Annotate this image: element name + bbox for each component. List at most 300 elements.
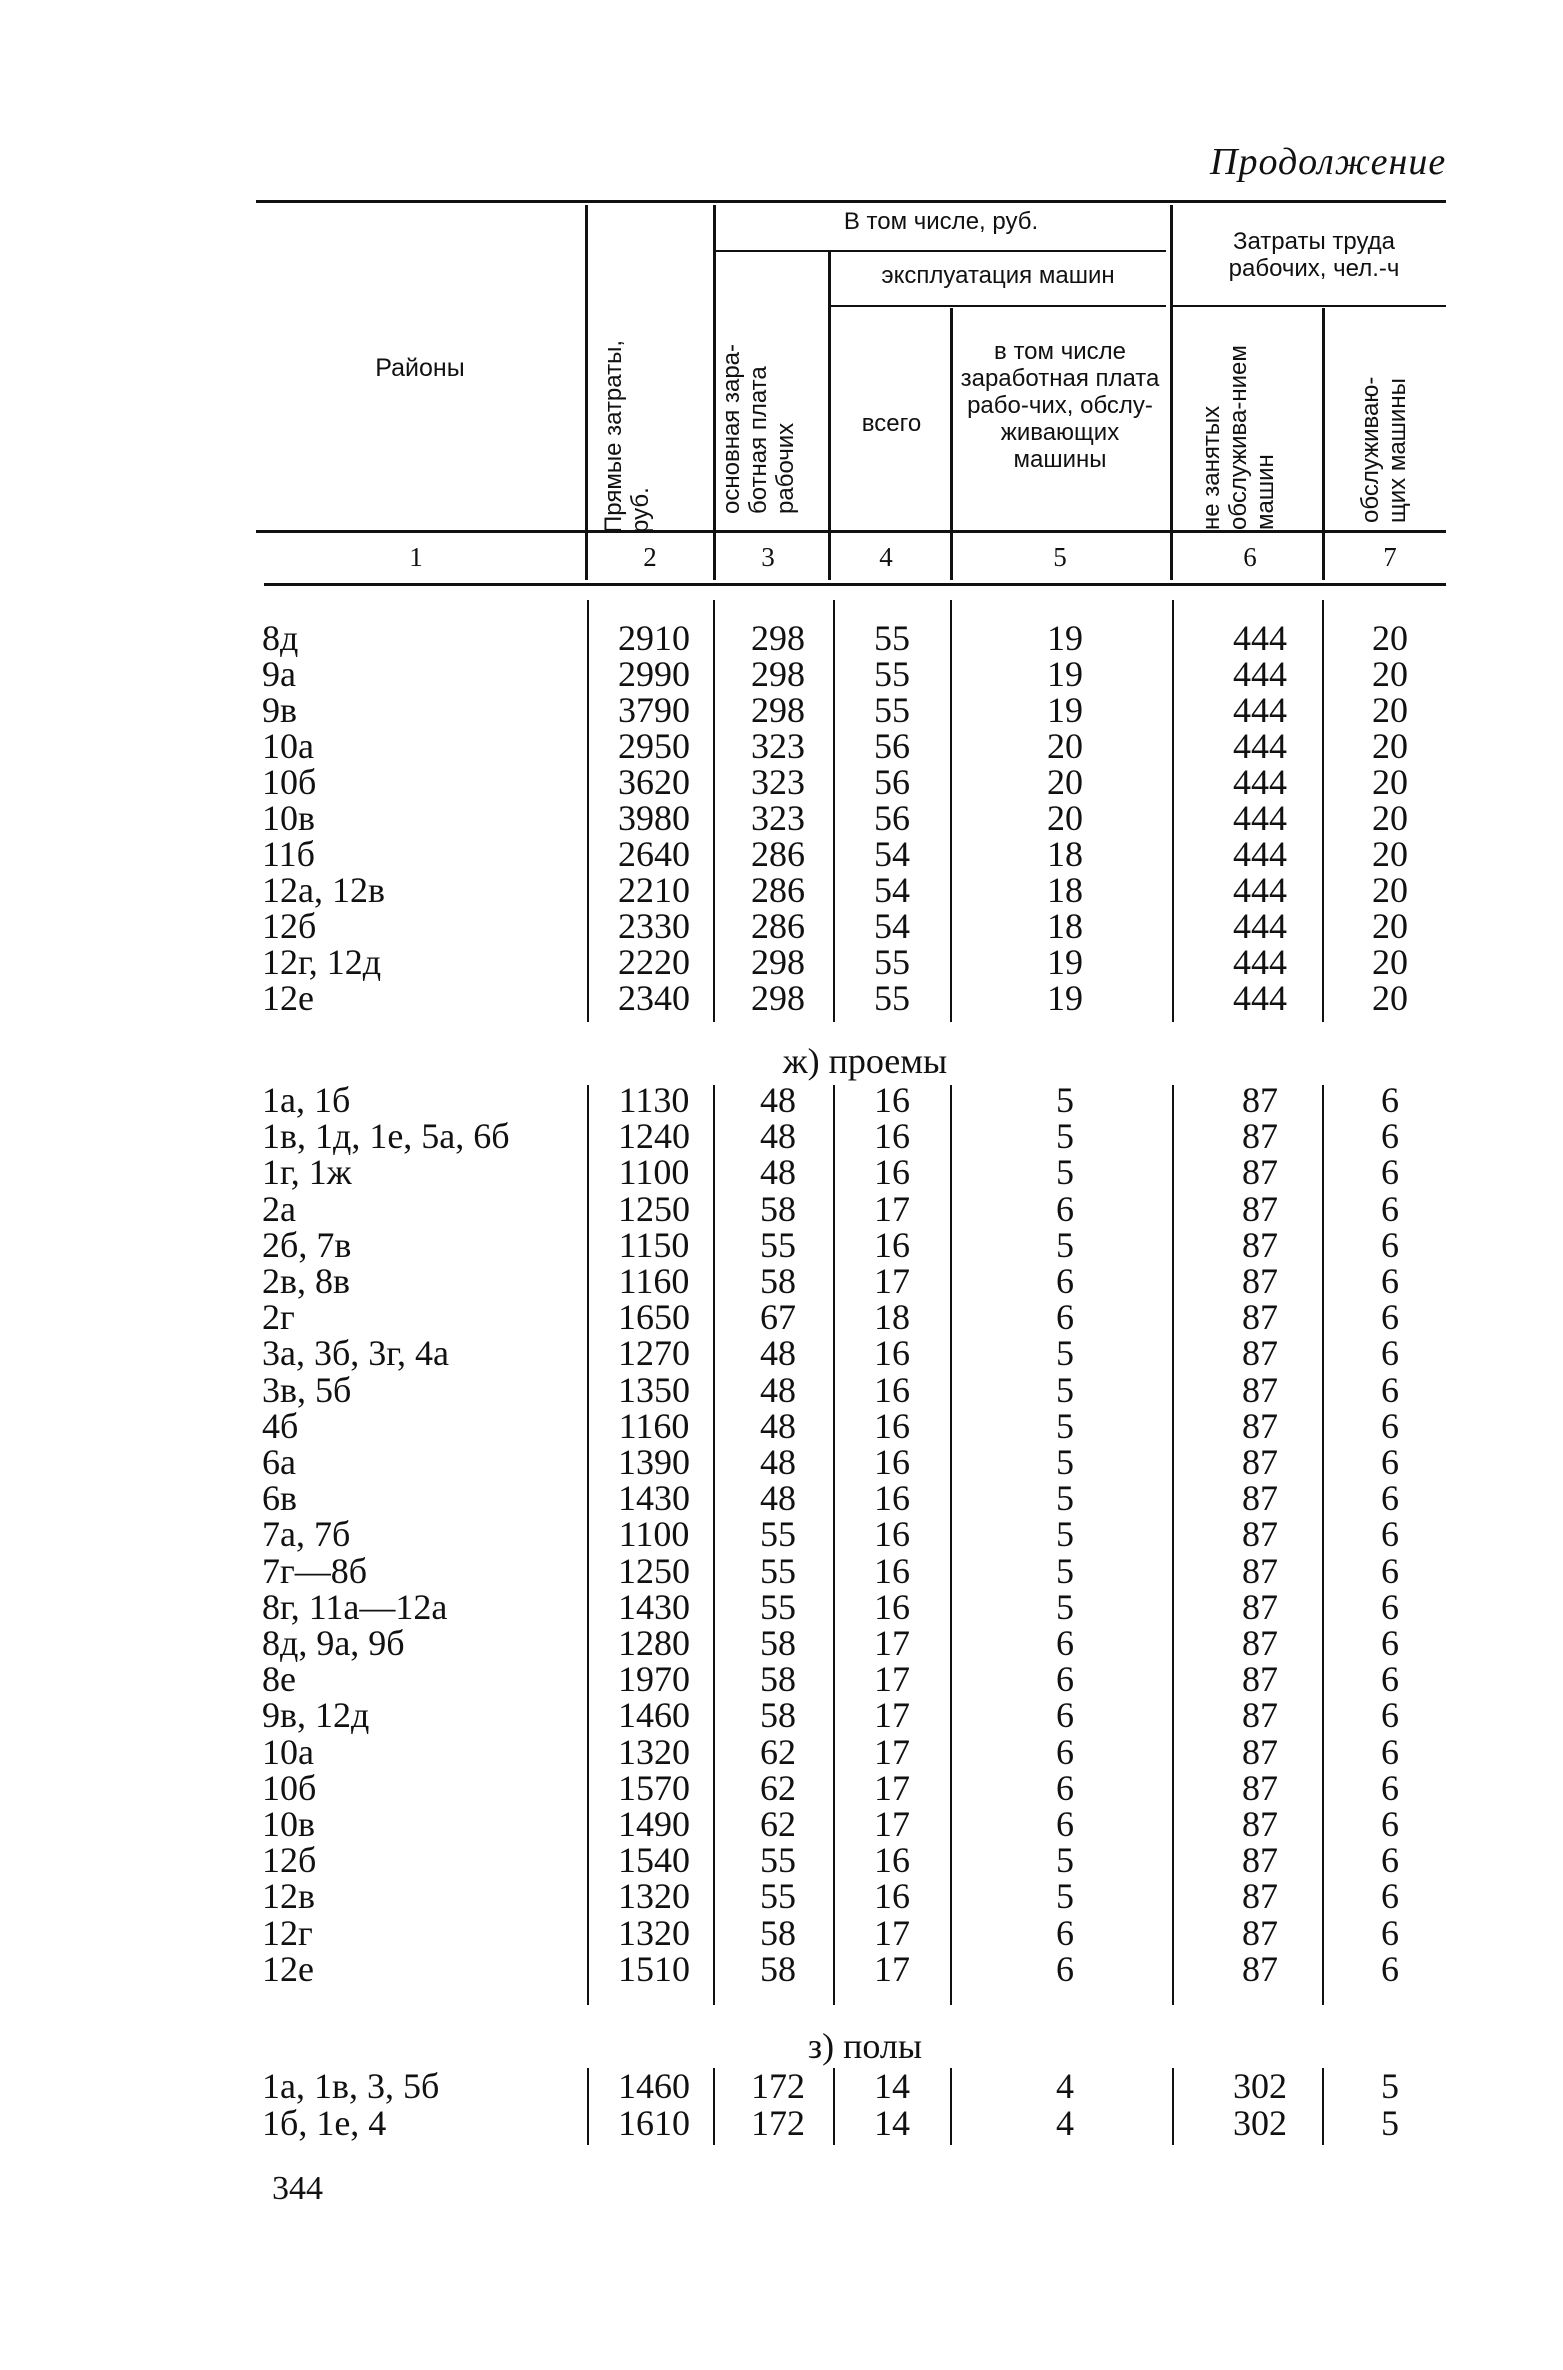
cell-labor-machine: 6 (1381, 1080, 1399, 1120)
colnum-5: 5 (1053, 542, 1067, 572)
cell-machines-total: 16 (874, 1116, 910, 1157)
cell-base-wages: 55 (760, 1550, 796, 1591)
cell-labor-machine: 6 (1381, 1767, 1399, 1808)
cell-labor-non-machine: 87 (1242, 1116, 1278, 1157)
cell-machines-total: 17 (874, 1261, 910, 1301)
cell-base-wages: 55 (760, 1514, 796, 1555)
cell-labor-machine: 6 (1381, 1804, 1399, 1844)
cell-base-wages: 58 (760, 1912, 796, 1953)
cell-machine-wages: 19 (1047, 690, 1083, 730)
cell-machine-wages: 18 (1047, 834, 1083, 874)
cell-direct-costs: 1250 (618, 1550, 690, 1591)
cell-labor-non-machine: 87 (1242, 1514, 1278, 1555)
continuation-label: Продолжение (1210, 141, 1447, 183)
cell-labor-non-machine: 87 (1242, 1188, 1278, 1229)
cell-machines-total: 55 (874, 978, 910, 1018)
column-separator (713, 1085, 715, 2005)
header-labor-group: Затраты труда рабочих, чел.-ч (1228, 228, 1400, 282)
cell-machines-total: 16 (874, 1333, 910, 1374)
cell-direct-costs: 1970 (618, 1659, 690, 1700)
cell-district: 2а (262, 1188, 296, 1229)
cell-base-wages: 62 (760, 1804, 796, 1844)
cell-direct-costs: 1320 (618, 1731, 690, 1772)
cell-labor-machine: 6 (1381, 1623, 1399, 1663)
cell-labor-machine: 6 (1381, 1478, 1399, 1519)
column-separator (950, 600, 952, 1022)
cell-labor-non-machine: 87 (1242, 1731, 1278, 1772)
page-number: 344 (272, 2170, 323, 2207)
header-vline-5 (1170, 205, 1173, 580)
cell-direct-costs: 2990 (618, 654, 690, 694)
cell-labor-machine: 6 (1381, 1586, 1399, 1627)
cell-base-wages: 55 (760, 1840, 796, 1881)
cell-machine-wages: 6 (1056, 1623, 1074, 1663)
cell-labor-machine: 5 (1381, 2066, 1399, 2106)
cell-machines-total: 14 (874, 2066, 910, 2106)
cell-district: 10а (262, 726, 314, 766)
column-separator (950, 2068, 952, 2145)
cell-machine-wages: 5 (1056, 1514, 1074, 1555)
cell-district: 8д, 9а, 9б (262, 1623, 405, 1663)
cell-machine-wages: 5 (1056, 1478, 1074, 1519)
cell-labor-non-machine: 87 (1242, 1876, 1278, 1917)
cell-direct-costs: 1540 (618, 1840, 690, 1881)
cell-base-wages: 48 (760, 1405, 796, 1446)
cell-labor-non-machine: 444 (1233, 726, 1287, 766)
cell-base-wages: 48 (760, 1080, 796, 1120)
cell-direct-costs: 2340 (618, 978, 690, 1018)
cell-district: 11б (262, 834, 315, 874)
cell-machines-total: 16 (874, 1080, 910, 1120)
column-separator (1172, 2068, 1174, 2145)
cell-base-wages: 58 (760, 1948, 796, 1989)
cell-direct-costs: 1460 (618, 2066, 690, 2106)
cell-direct-costs: 3980 (618, 798, 690, 838)
cell-machines-total: 54 (874, 870, 910, 910)
cell-base-wages: 48 (760, 1478, 796, 1519)
cell-district: 12г, 12д (262, 942, 382, 982)
cell-base-wages: 323 (751, 798, 805, 838)
header-vline-1 (585, 205, 588, 580)
cell-base-wages: 58 (760, 1659, 796, 1700)
cell-machine-wages: 19 (1047, 978, 1083, 1018)
cell-labor-machine: 6 (1381, 1152, 1399, 1193)
cell-machine-wages: 6 (1056, 1297, 1074, 1338)
cell-direct-costs: 1160 (618, 1261, 690, 1301)
cell-direct-costs: 1390 (618, 1442, 690, 1482)
cell-labor-machine: 6 (1381, 1297, 1399, 1338)
header-col4: всего (861, 410, 922, 437)
section-zh-title: ж) проемы (782, 1041, 948, 1081)
column-separator (587, 1085, 589, 2005)
cell-base-wages: 298 (751, 978, 805, 1018)
cell-machines-total: 16 (874, 1224, 910, 1265)
cell-direct-costs: 1150 (618, 1224, 690, 1265)
cell-labor-machine: 6 (1381, 1659, 1399, 1700)
cell-machines-total: 56 (874, 798, 910, 838)
cell-direct-costs: 1570 (618, 1767, 690, 1808)
cell-direct-costs: 1320 (618, 1912, 690, 1953)
cell-labor-machine: 6 (1381, 1261, 1399, 1301)
cell-district: 3а, 3б, 3г, 4а (262, 1333, 449, 1374)
cell-labor-non-machine: 87 (1242, 1912, 1278, 1953)
cell-labor-machine: 20 (1372, 978, 1408, 1018)
cell-machine-wages: 5 (1056, 1550, 1074, 1591)
cell-labor-machine: 20 (1372, 798, 1408, 838)
cell-labor-non-machine: 444 (1233, 798, 1287, 838)
cell-direct-costs: 2210 (618, 870, 690, 910)
section-z-title: з) полы (807, 2026, 923, 2066)
cell-machines-total: 17 (874, 1767, 910, 1808)
cell-direct-costs: 2640 (618, 834, 690, 874)
cell-district: 9в, 12д (262, 1695, 370, 1736)
cell-labor-machine: 6 (1381, 1224, 1399, 1265)
cell-machine-wages: 6 (1056, 1767, 1074, 1808)
header-top-rule (256, 200, 1446, 203)
cell-base-wages: 58 (760, 1188, 796, 1229)
cell-labor-non-machine: 302 (1233, 2066, 1287, 2106)
cell-labor-machine: 6 (1381, 1442, 1399, 1482)
cell-labor-non-machine: 87 (1242, 1586, 1278, 1627)
cell-labor-non-machine: 444 (1233, 762, 1287, 802)
cell-machines-total: 56 (874, 762, 910, 802)
cell-labor-non-machine: 87 (1242, 1405, 1278, 1446)
colnum-3: 3 (761, 542, 775, 572)
cell-labor-machine: 5 (1381, 2103, 1399, 2143)
header-col6: не занятых обслужива-нием машин (1198, 345, 1279, 530)
cell-machines-total: 17 (874, 1188, 910, 1229)
cell-machines-total: 55 (874, 690, 910, 730)
cell-district: 1в, 1д, 1е, 5а, 6б (262, 1116, 510, 1157)
cell-district: 10в (262, 1804, 315, 1844)
cell-direct-costs: 1250 (618, 1188, 690, 1229)
cell-base-wages: 67 (760, 1297, 796, 1338)
cell-direct-costs: 3790 (618, 690, 690, 730)
cell-labor-machine: 20 (1372, 654, 1408, 694)
cell-district: 12е (262, 978, 314, 1018)
cell-labor-machine: 20 (1372, 618, 1408, 658)
cell-labor-non-machine: 87 (1242, 1840, 1278, 1881)
cell-direct-costs: 1320 (618, 1876, 690, 1917)
cell-machine-wages: 4 (1056, 2103, 1074, 2143)
cell-base-wages: 172 (751, 2066, 805, 2106)
cell-direct-costs: 2910 (618, 618, 690, 658)
column-separator (1322, 600, 1324, 1022)
cell-direct-costs: 1100 (618, 1152, 690, 1193)
header-vline-4 (950, 308, 953, 580)
header-col5: в том числе заработная плата рабо-чих, обслу-живающих машины (960, 338, 1160, 473)
cell-machines-total: 17 (874, 1695, 910, 1736)
column-separator (833, 600, 835, 1022)
cell-base-wages: 48 (760, 1116, 796, 1157)
cell-machines-total: 17 (874, 1731, 910, 1772)
cell-labor-machine: 20 (1372, 942, 1408, 982)
cell-labor-non-machine: 87 (1242, 1369, 1278, 1410)
colnum-1: 1 (409, 542, 423, 572)
cell-district: 8г, 11а—12а (262, 1586, 448, 1627)
cell-labor-non-machine: 87 (1242, 1261, 1278, 1301)
cell-district: 9а (262, 654, 296, 694)
cell-labor-non-machine: 444 (1233, 978, 1287, 1018)
cell-base-wages: 298 (751, 654, 805, 694)
cell-direct-costs: 1460 (618, 1695, 690, 1736)
cell-machine-wages: 5 (1056, 1442, 1074, 1482)
cell-base-wages: 323 (751, 726, 805, 766)
cell-base-wages: 55 (760, 1224, 796, 1265)
cell-district: 6в (262, 1478, 297, 1519)
cell-machines-total: 17 (874, 1623, 910, 1663)
cell-machine-wages: 4 (1056, 2066, 1074, 2106)
cell-labor-machine: 6 (1381, 1912, 1399, 1953)
cell-district: 1а, 1б (262, 1080, 351, 1120)
cell-district: 1г, 1ж (262, 1152, 352, 1193)
cell-machines-total: 16 (874, 1586, 910, 1627)
cell-base-wages: 298 (751, 690, 805, 730)
cell-direct-costs: 1130 (618, 1080, 690, 1120)
cell-machines-total: 16 (874, 1152, 910, 1193)
cell-machine-wages: 6 (1056, 1948, 1074, 1989)
cell-district: 2г (262, 1297, 295, 1338)
column-separator (713, 600, 715, 1022)
cell-machines-total: 55 (874, 618, 910, 658)
cell-machine-wages: 5 (1056, 1586, 1074, 1627)
cell-labor-non-machine: 87 (1242, 1297, 1278, 1338)
cell-base-wages: 55 (760, 1876, 796, 1917)
header-vline-2 (713, 205, 716, 580)
cell-district: 12г (262, 1912, 313, 1953)
header-col1: Районы (375, 354, 465, 382)
header-col2: Прямые затраты, руб. (600, 340, 654, 533)
cell-district: 12а, 12в (262, 870, 385, 910)
cell-machines-total: 16 (874, 1478, 910, 1519)
header-bottom-rule (256, 530, 1446, 533)
cell-district: 2в, 8в (262, 1261, 350, 1301)
cell-base-wages: 62 (760, 1767, 796, 1808)
cell-labor-machine: 20 (1372, 906, 1408, 946)
cell-labor-non-machine: 87 (1242, 1550, 1278, 1591)
cell-district: 10в (262, 798, 315, 838)
cell-direct-costs: 1240 (618, 1116, 690, 1157)
cell-district: 10а (262, 1731, 314, 1772)
cell-base-wages: 298 (751, 942, 805, 982)
cell-machine-wages: 6 (1056, 1695, 1074, 1736)
colnum-4: 4 (879, 542, 893, 572)
cell-labor-machine: 20 (1372, 870, 1408, 910)
cell-labor-non-machine: 87 (1242, 1948, 1278, 1989)
cell-base-wages: 48 (760, 1333, 796, 1374)
column-separator (1172, 600, 1174, 1022)
cell-machines-total: 55 (874, 942, 910, 982)
cell-machines-total: 16 (874, 1514, 910, 1555)
cell-labor-non-machine: 87 (1242, 1767, 1278, 1808)
colnum-bottom-rule (264, 583, 1446, 586)
column-separator (1322, 1085, 1324, 2005)
machines-group-rule (830, 305, 1166, 307)
cell-machines-total: 16 (874, 1405, 910, 1446)
cell-base-wages: 48 (760, 1369, 796, 1410)
cell-labor-non-machine: 444 (1233, 654, 1287, 694)
cell-district: 3в, 5б (262, 1369, 352, 1410)
cell-direct-costs: 1610 (618, 2103, 690, 2143)
cell-labor-machine: 6 (1381, 1948, 1399, 1989)
cell-machine-wages: 6 (1056, 1659, 1074, 1700)
cell-direct-costs: 1490 (618, 1804, 690, 1844)
cell-labor-machine: 6 (1381, 1369, 1399, 1410)
cell-direct-costs: 1100 (618, 1514, 690, 1555)
cell-labor-machine: 6 (1381, 1188, 1399, 1229)
cell-machine-wages: 5 (1056, 1840, 1074, 1881)
cell-direct-costs: 1280 (618, 1623, 690, 1663)
header-cost-group: В том числе, руб. (843, 208, 1039, 235)
labor-group-rule (1172, 305, 1446, 307)
cell-labor-machine: 6 (1381, 1695, 1399, 1736)
cell-machine-wages: 6 (1056, 1804, 1074, 1844)
cell-direct-costs: 2330 (618, 906, 690, 946)
cell-labor-non-machine: 87 (1242, 1333, 1278, 1374)
column-separator (833, 1085, 835, 2005)
cell-direct-costs: 1270 (618, 1333, 690, 1374)
cell-district: 9в (262, 690, 297, 730)
header-machines-group: эксплуатация машин (881, 262, 1115, 289)
cell-base-wages: 286 (751, 906, 805, 946)
cell-district: 12б (262, 1840, 317, 1881)
cell-labor-machine: 20 (1372, 834, 1408, 874)
cell-labor-machine: 20 (1372, 762, 1408, 802)
cell-labor-non-machine: 444 (1233, 942, 1287, 982)
cell-machines-total: 14 (874, 2103, 910, 2143)
cell-machine-wages: 19 (1047, 654, 1083, 694)
cell-machines-total: 17 (874, 1804, 910, 1844)
cell-labor-non-machine: 444 (1233, 690, 1287, 730)
cell-direct-costs: 2220 (618, 942, 690, 982)
cell-machine-wages: 6 (1056, 1188, 1074, 1229)
cell-district: 4б (262, 1405, 299, 1446)
cell-district: 2б, 7в (262, 1224, 352, 1265)
column-separator (1172, 1085, 1174, 2005)
cell-machine-wages: 18 (1047, 906, 1083, 946)
cell-base-wages: 172 (751, 2103, 805, 2143)
column-separator (833, 2068, 835, 2145)
cell-labor-non-machine: 87 (1242, 1695, 1278, 1736)
cell-machine-wages: 5 (1056, 1116, 1074, 1157)
cell-district: 6а (262, 1442, 296, 1482)
cell-labor-machine: 20 (1372, 690, 1408, 730)
cell-labor-machine: 6 (1381, 1405, 1399, 1446)
cell-machine-wages: 5 (1056, 1405, 1074, 1446)
cell-district: 1б, 1е, 4 (262, 2103, 387, 2143)
cell-base-wages: 62 (760, 1731, 796, 1772)
colnum-2: 2 (643, 542, 657, 572)
cell-machine-wages: 5 (1056, 1333, 1074, 1374)
cell-labor-non-machine: 444 (1233, 870, 1287, 910)
cell-machines-total: 18 (874, 1297, 910, 1338)
cell-base-wages: 323 (751, 762, 805, 802)
cell-machine-wages: 5 (1056, 1152, 1074, 1193)
cell-labor-non-machine: 87 (1242, 1080, 1278, 1120)
cell-direct-costs: 1160 (618, 1405, 690, 1446)
cell-district: 8д (262, 618, 299, 658)
cell-machine-wages: 6 (1056, 1731, 1074, 1772)
cell-machines-total: 54 (874, 834, 910, 874)
cell-machine-wages: 5 (1056, 1224, 1074, 1265)
cell-labor-machine: 6 (1381, 1116, 1399, 1157)
column-separator (587, 2068, 589, 2145)
cell-direct-costs: 1430 (618, 1586, 690, 1627)
cell-base-wages: 48 (760, 1442, 796, 1482)
header-col3: основная зара-ботная плата рабочих (718, 343, 799, 514)
cell-base-wages: 48 (760, 1152, 796, 1193)
column-separator (950, 1085, 952, 2005)
cell-direct-costs: 1430 (618, 1478, 690, 1519)
cell-district: 7г—8б (262, 1550, 368, 1591)
cell-direct-costs: 1510 (618, 1948, 690, 1989)
cell-machines-total: 16 (874, 1442, 910, 1482)
cell-base-wages: 58 (760, 1623, 796, 1663)
cell-machine-wages: 5 (1056, 1876, 1074, 1917)
cell-district: 12б (262, 906, 317, 946)
cell-direct-costs: 3620 (618, 762, 690, 802)
cell-district: 10б (262, 1767, 317, 1808)
cell-district: 8е (262, 1659, 296, 1700)
cell-machines-total: 16 (874, 1369, 910, 1410)
cell-district: 12е (262, 1948, 314, 1989)
column-separator (1322, 2068, 1324, 2145)
cell-base-wages: 58 (760, 1695, 796, 1736)
cell-labor-non-machine: 87 (1242, 1804, 1278, 1844)
cell-direct-costs: 1350 (618, 1369, 690, 1410)
cell-machines-total: 16 (874, 1840, 910, 1881)
cell-machine-wages: 5 (1056, 1080, 1074, 1120)
header-vline-3 (828, 252, 831, 580)
cell-machine-wages: 20 (1047, 726, 1083, 766)
cell-direct-costs: 2950 (618, 726, 690, 766)
cell-machine-wages: 6 (1056, 1261, 1074, 1301)
cell-machines-total: 17 (874, 1659, 910, 1700)
cell-machine-wages: 19 (1047, 618, 1083, 658)
cell-labor-machine: 6 (1381, 1333, 1399, 1374)
cell-district: 7а, 7б (262, 1514, 351, 1555)
cell-machines-total: 54 (874, 906, 910, 946)
cell-labor-machine: 6 (1381, 1550, 1399, 1591)
cell-base-wages: 286 (751, 870, 805, 910)
cell-machine-wages: 18 (1047, 870, 1083, 910)
cell-base-wages: 58 (760, 1261, 796, 1301)
cell-labor-non-machine: 87 (1242, 1478, 1278, 1519)
cell-machine-wages: 5 (1056, 1369, 1074, 1410)
cell-labor-non-machine: 444 (1233, 618, 1287, 658)
cell-labor-non-machine: 87 (1242, 1442, 1278, 1482)
cell-labor-non-machine: 302 (1233, 2103, 1287, 2143)
colnum-6: 6 (1243, 542, 1257, 572)
cell-direct-costs: 1650 (618, 1297, 690, 1338)
cell-district: 1а, 1в, 3, 5б (262, 2066, 440, 2106)
cell-base-wages: 286 (751, 834, 805, 874)
cell-machines-total: 16 (874, 1876, 910, 1917)
colnum-7: 7 (1383, 542, 1397, 572)
cell-labor-machine: 6 (1381, 1731, 1399, 1772)
cell-labor-non-machine: 87 (1242, 1152, 1278, 1193)
cell-labor-non-machine: 444 (1233, 906, 1287, 946)
cell-machines-total: 17 (874, 1948, 910, 1989)
cell-labor-machine: 6 (1381, 1876, 1399, 1917)
column-separator (713, 2068, 715, 2145)
cell-machines-total: 56 (874, 726, 910, 766)
cell-labor-machine: 20 (1372, 726, 1408, 766)
cell-machines-total: 17 (874, 1912, 910, 1953)
cell-labor-non-machine: 87 (1242, 1224, 1278, 1265)
header-col7: обслуживаю-щих машины (1357, 376, 1411, 523)
cell-labor-machine: 6 (1381, 1514, 1399, 1555)
